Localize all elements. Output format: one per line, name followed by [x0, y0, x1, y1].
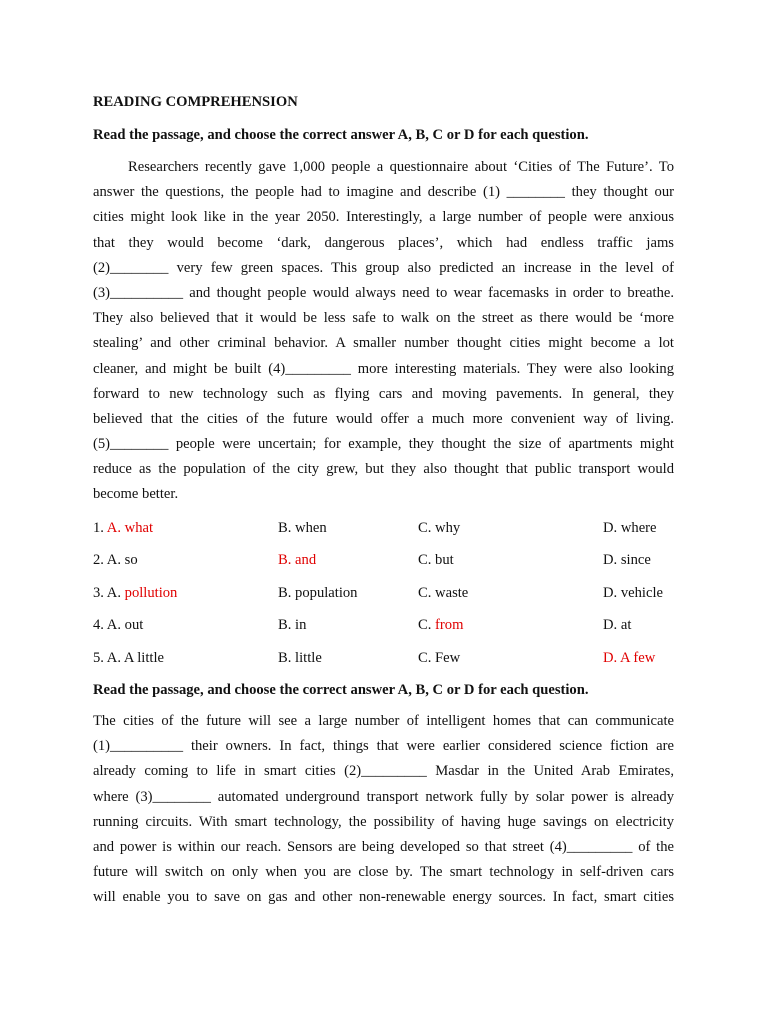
passage-2 — [93, 709, 674, 911]
option-letter: D. — [603, 552, 618, 569]
passage-line: They also believed that it would be less safe to walk on the street as there would be ‘more — [93, 310, 674, 327]
passage-line: that they would become ‘dark, dangerous places’, which had endless traffic jams — [93, 234, 674, 251]
question-row — [93, 544, 693, 576]
question-number: 5. — [93, 649, 104, 666]
passage-line: (5)________ people were uncertain; for example, they thought the size of apartments might — [93, 436, 674, 453]
passage-line: cleaner, and might be built (4)_________ more interesting materials. They were also looking — [93, 360, 674, 377]
option-b[interactable] — [278, 577, 357, 609]
option-b[interactable] — [278, 642, 322, 674]
option-c[interactable] — [418, 609, 463, 641]
passage-line: Researchers recently gave 1,000 people a questionnaire about ‘Cities of The Future’. To — [128, 159, 674, 175]
option-letter: C. — [418, 584, 432, 601]
option-text: what — [124, 520, 154, 536]
option-b[interactable] — [278, 512, 327, 544]
passage-line: already coming to life in smart cities (2)_________ Masdar in the United Arab Emirates, — [93, 763, 674, 780]
option-letter: A. — [106, 617, 121, 634]
passage-line: running circuits. With smart technology, the possibility of having huge savings on electricity — [93, 813, 674, 830]
passage-line: reduce as the population of the city grew, but they also thought that public transport would — [93, 461, 674, 478]
option-letter: B. — [278, 552, 292, 569]
passage-line: answer the questions, the people had to imagine and describe (1) ________ they thought our — [93, 184, 674, 201]
option-letter: B. — [278, 649, 292, 666]
option-text: vehicle — [620, 584, 663, 601]
option-letter: D. — [603, 584, 618, 601]
option-b[interactable] — [278, 609, 306, 641]
option-text: population — [295, 584, 358, 601]
option-d[interactable] — [603, 609, 631, 641]
option-text: why — [435, 520, 461, 536]
question-number: 3. — [93, 584, 104, 601]
option-text: pollution — [124, 584, 178, 601]
option-text: little — [295, 649, 322, 666]
option-c[interactable] — [418, 577, 468, 609]
question-row — [93, 512, 693, 544]
option-letter: A. — [106, 649, 121, 666]
option-letter: B. — [278, 520, 292, 536]
passage-line: where (3)________ automated underground transport network fully by solar power is already — [93, 788, 674, 805]
instruction-2: Read the passage, and choose the correct answer A, B, C or D for each question. — [93, 682, 589, 698]
option-d[interactable] — [603, 577, 663, 609]
option-text: where — [620, 520, 657, 536]
question-number: 1. — [93, 520, 104, 536]
option-letter: B. — [278, 617, 292, 634]
passage-line: The cities of the future will see a large number of intelligent homes that can communicate — [93, 713, 674, 729]
option-letter: C. — [418, 649, 432, 666]
option-c[interactable] — [418, 642, 460, 674]
option-text: from — [435, 617, 464, 634]
option-letter: D. — [603, 617, 618, 634]
passage-line: become better. — [93, 486, 179, 503]
passage-1 — [93, 155, 674, 508]
question-row — [93, 609, 693, 641]
option-text: in — [295, 617, 307, 634]
option-letter: B. — [278, 584, 292, 601]
option-letter: C. — [418, 520, 432, 536]
option-b[interactable] — [278, 544, 316, 576]
option-a[interactable] — [93, 577, 177, 609]
option-a[interactable] — [93, 642, 164, 674]
option-a[interactable] — [93, 512, 153, 544]
option-letter: A. — [106, 520, 121, 536]
option-text: waste — [435, 584, 469, 601]
answer-options — [93, 512, 693, 674]
option-letter: D. — [603, 649, 618, 666]
option-a[interactable] — [93, 609, 143, 641]
option-letter: D. — [603, 520, 618, 536]
passage-line: will enable you to save on gas and other non-renewable energy sources. In fact, smart cities — [93, 889, 674, 906]
passage-line: (2)________ very few green spaces. This group also predicted an increase in the level of — [93, 259, 674, 276]
option-text: when — [295, 520, 327, 536]
option-text: A few — [620, 649, 656, 666]
option-c[interactable] — [418, 544, 454, 576]
passage-line: future will switch on only when you are close by. The smart technology in self-driven cars — [93, 864, 674, 881]
passage-line: and power is within our reach. Sensors are being developed so that street (4)_________ of the — [93, 838, 674, 855]
question-row — [93, 577, 693, 609]
option-text: A little — [123, 649, 164, 666]
question-row — [93, 642, 693, 674]
option-d[interactable] — [603, 544, 651, 576]
passage-line: (1)__________ their owners. In fact, things that were earlier considered science fiction are — [93, 738, 674, 755]
passage-line: cities might look like in the year 2050. Interestingly, a large number of people were anxious — [93, 209, 674, 226]
option-text: since — [620, 552, 651, 569]
option-letter: A. — [106, 584, 121, 601]
option-text: and — [295, 552, 317, 569]
passage-line: forward to new technology such as flying cars and moving pavements. In general, they — [93, 385, 674, 402]
option-a[interactable] — [93, 544, 138, 576]
option-text: so — [124, 552, 138, 569]
option-text: Few — [435, 649, 461, 666]
passage-line: stealing’ and other criminal behavior. A smaller number thought cities might become a lot — [93, 335, 674, 352]
option-letter: C. — [418, 552, 432, 569]
option-text: but — [435, 552, 454, 569]
page-title: READING COMPREHENSION — [93, 94, 298, 110]
passage-line: (3)__________ and thought people would always need to wear facemasks in order to breathe. — [93, 284, 674, 301]
option-c[interactable] — [418, 512, 460, 544]
instruction-1: Read the passage, and choose the correct answer A, B, C or D for each question. — [93, 127, 589, 143]
option-text: out — [124, 617, 144, 634]
option-text: at — [620, 617, 632, 634]
option-d[interactable] — [603, 512, 657, 544]
passage-line: believed that the cities of the future would offer a much more convenient way of living. — [93, 410, 674, 427]
question-number: 2. — [93, 552, 104, 569]
option-letter: A. — [106, 552, 121, 569]
option-d[interactable] — [603, 642, 655, 674]
question-number: 4. — [93, 617, 104, 634]
option-letter: C. — [418, 617, 432, 634]
